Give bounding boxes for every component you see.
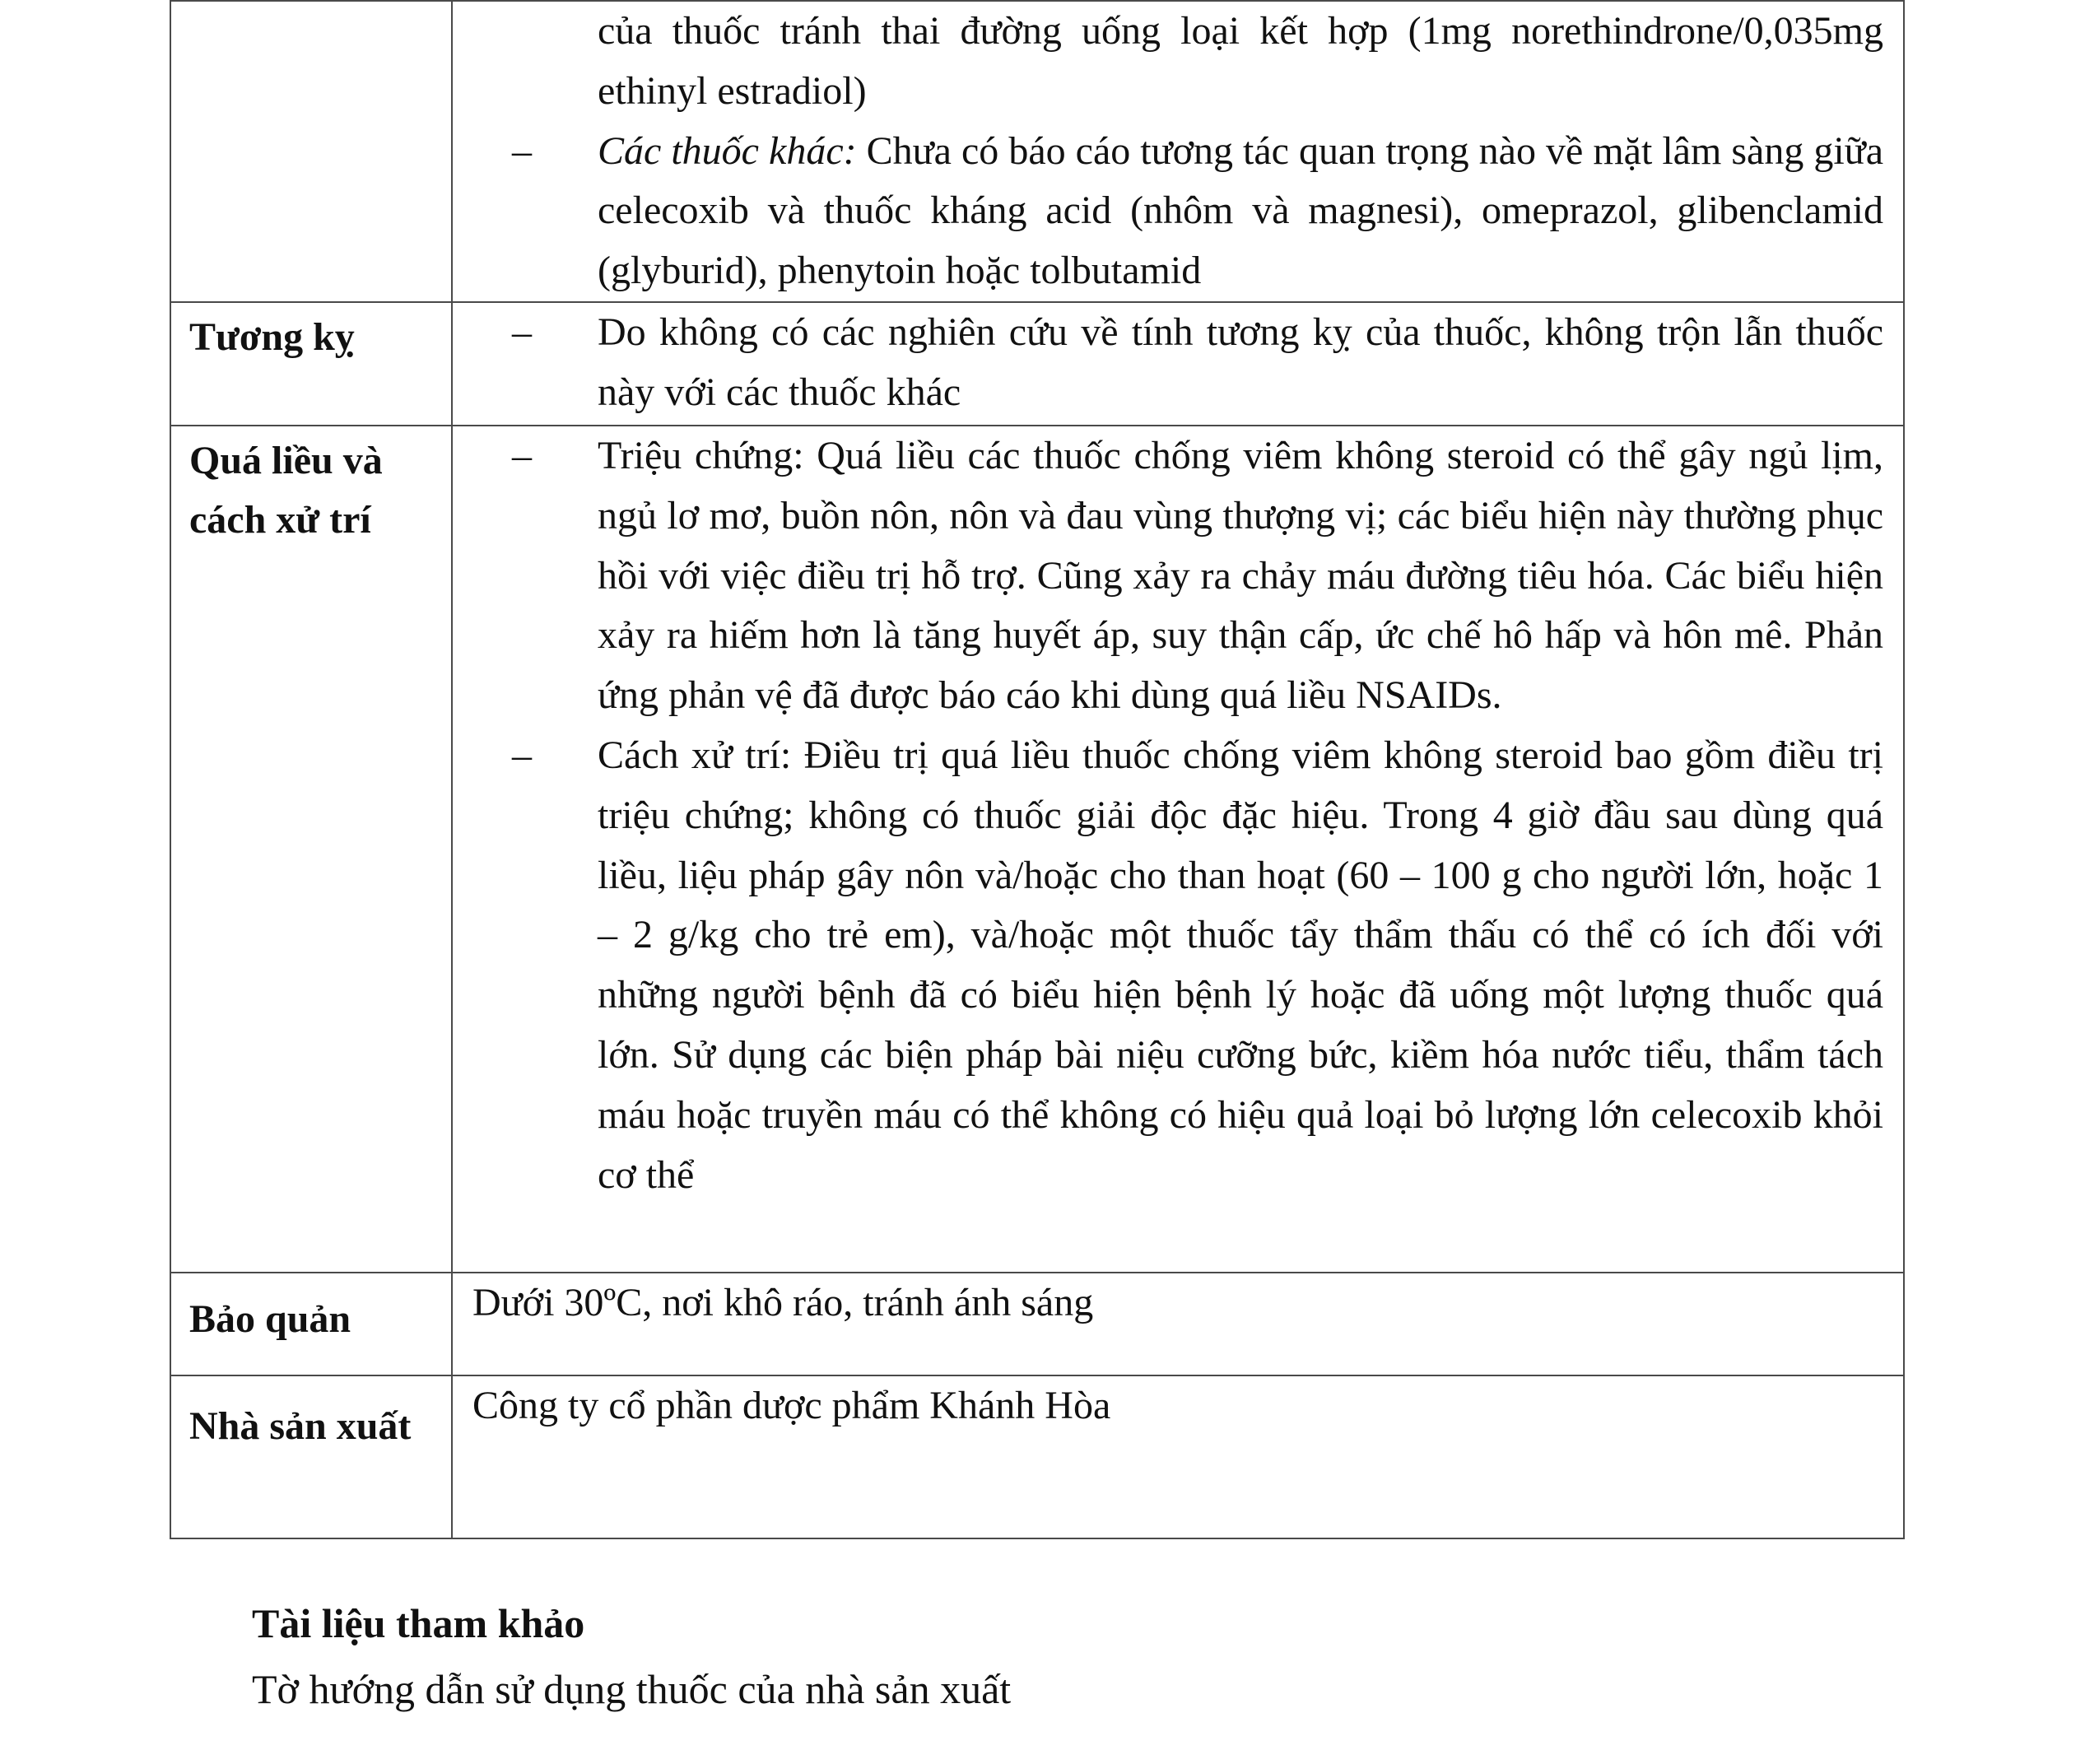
row-label-cell xyxy=(170,1375,452,1538)
dash-list xyxy=(453,303,1903,423)
item-text: Triệu chứng: Quá liều các thuốc chống viêm không steroid có thể gây ngủ lịm, ngủ lơ mơ, buồn nôn, nôn và đau vùng thượng vị; các biểu hiện này thường phục hồi với việc điều trị hỗ trợ. Cũng xảy ra chảy máu đường tiêu hóa. Các biểu hiện xảy ra hiếm hơn là tăng huyết áp, suy thận cấp, ức chế hô hấp và hôn mê. Phản ứng phản vệ đã được báo cáo khi dùng quá liều NSAIDs. xyxy=(598,433,1883,718)
row-label-cell xyxy=(170,1273,452,1375)
row-label: Quá liều và cách xử trí xyxy=(189,438,383,542)
item-text: Chưa có báo cáo tương tác quan trọng nào về mặt lâm sàng giữa celecoxib và thuốc kháng acid (nhôm và magnesi), omeprazol, glibenclamid (glyburid), phenytoin hoặc tolbutamid xyxy=(598,128,1883,293)
dash-list xyxy=(453,426,1903,1205)
table-row-storage xyxy=(170,1273,1904,1375)
table-row-compatibility xyxy=(170,302,1904,426)
table-row-overdose xyxy=(170,426,1904,1273)
references-heading: Tài liệu tham khảo xyxy=(252,1600,585,1646)
list-item xyxy=(453,426,1883,726)
row-content-cell xyxy=(452,1,1904,302)
item-text: Do không có các nghiên cứu về tính tương kỵ của thuốc, không trộn lẫn thuốc này với các thuốc khác xyxy=(598,310,1883,414)
list-item xyxy=(453,122,1883,301)
dash-bullet: – xyxy=(512,128,532,173)
drug-info-table xyxy=(170,0,1905,1539)
item-text: Cách xử trí: Điều trị quá liều thuốc chống viêm không steroid bao gồm điều trị triệu chứng; không có thuốc giải độc đặc hiệu. Trong 4 giờ đầu sau dùng quá liều, liệu pháp gây nôn và/hoặc cho than hoạt (60 – 100 g cho người lớn, hoặc 1 – 2 g/kg cho trẻ em), và/hoặc một thuốc tẩy thẩm thấu có thể có ích đối với những người bệnh đã có biểu hiện bệnh lý hoặc đã uống một lượng thuốc quá lớn. Sử dụng các biện pháp bài niệu cưỡng bức, kiềm hóa nước tiểu, thẩm tách máu hoặc truyền máu có thể không có hiệu quả loại bỏ lượng lớn celecoxib khỏi cơ thể xyxy=(598,733,1883,1197)
row-label xyxy=(171,2,451,7)
manufacturer-text: Công ty cổ phần dược phẩm Khánh Hòa xyxy=(472,1383,1111,1427)
row-content-cell xyxy=(452,1375,1904,1538)
row-label-cell xyxy=(170,302,452,426)
table-row-interactions xyxy=(170,1,1904,302)
row-content-cell xyxy=(452,426,1904,1273)
row-label: Bảo quản xyxy=(189,1296,351,1341)
continued-paragraph: của thuốc tránh thai đường uống loại kết hợp (1mg norethindrone/0,035mg ethinyl estradiol) xyxy=(598,9,1883,113)
row-content-cell xyxy=(452,1273,1904,1375)
dash-bullet: – xyxy=(512,733,532,777)
italic-lead: Các thuốc khác: xyxy=(598,128,857,173)
storage-text: Dưới 30ºC, nơi khô ráo, tránh ánh sáng xyxy=(472,1280,1094,1324)
row-label-cell xyxy=(170,1,452,302)
row-label: Nhà sản xuất xyxy=(189,1403,412,1448)
row-label: Tương kỵ xyxy=(189,314,355,359)
row-content-cell xyxy=(452,302,1904,426)
dash-bullet: – xyxy=(512,433,532,477)
row-label-cell xyxy=(170,426,452,1273)
dash-list xyxy=(453,122,1903,301)
list-item xyxy=(453,726,1883,1205)
references-text: Tờ hướng dẫn sử dụng thuốc của nhà sản xuất xyxy=(252,1666,1012,1712)
dash-bullet: – xyxy=(512,310,532,354)
table-row-manufacturer xyxy=(170,1375,1904,1538)
list-item xyxy=(453,303,1883,423)
